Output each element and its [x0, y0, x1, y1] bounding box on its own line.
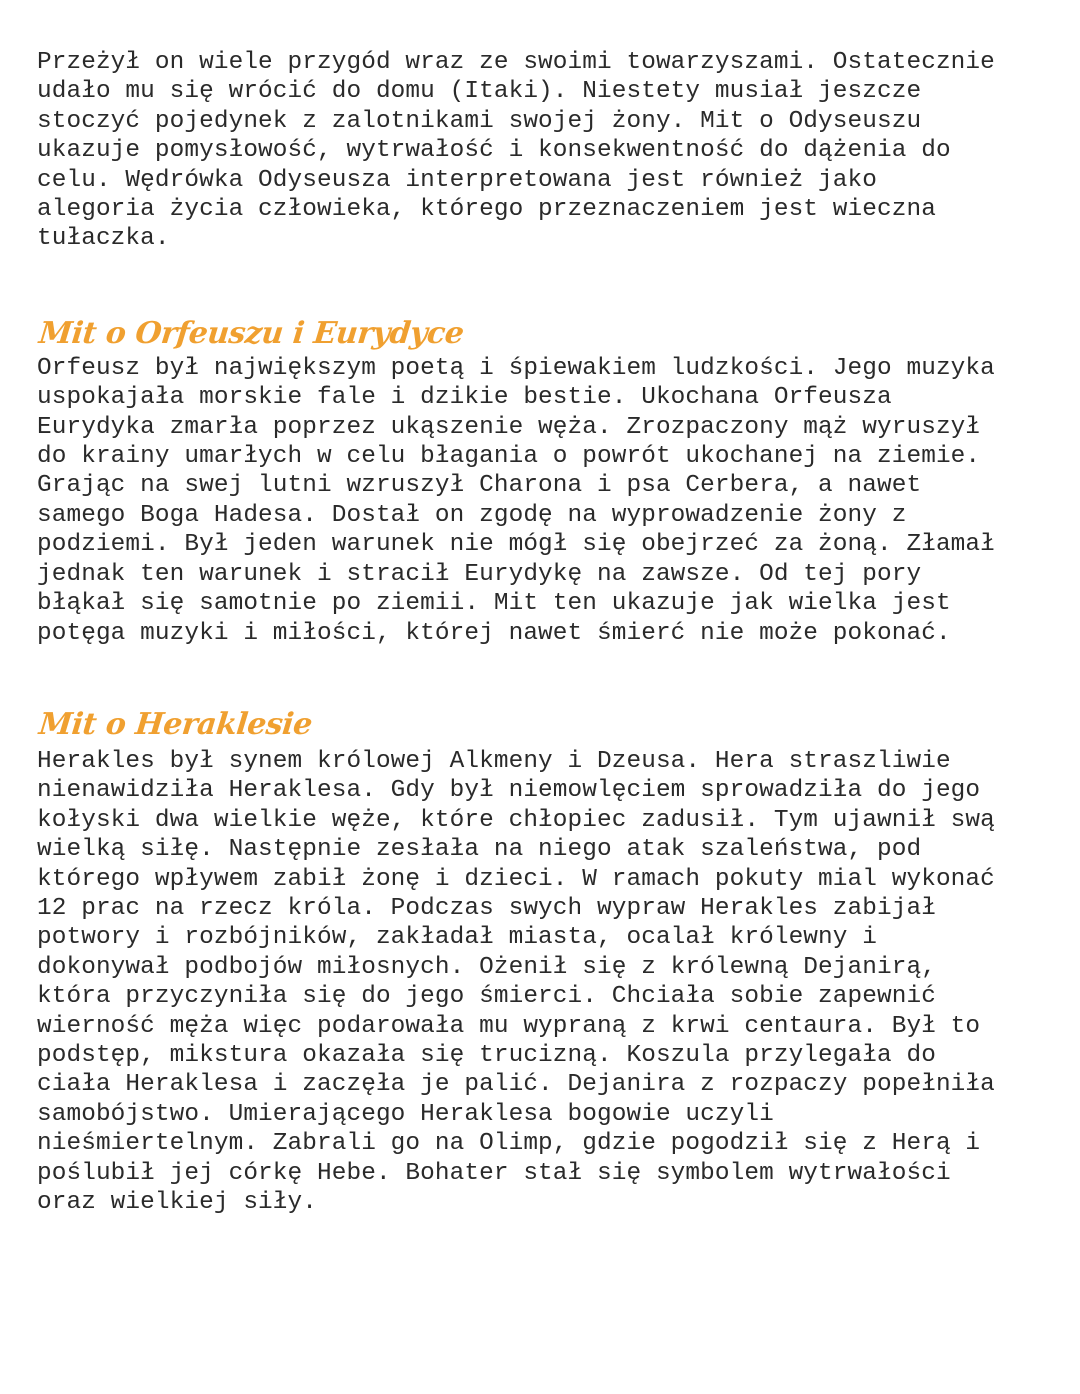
text-line: podstęp, mikstura okazała się trucizną. Koszula przylegała do	[37, 1041, 936, 1069]
text-line: samego Boga Hadesa. Dostał on zgodę na wyprowadzenie żony z	[37, 501, 907, 529]
text-line: Orfeusz był największym poetą i śpiewakiem ludzkości. Jego muzyka	[37, 354, 995, 382]
paragraph-herakles	[37, 747, 1067, 1218]
text-line: do krainy umarłych w celu błagania o powrót ukochanej na ziemie.	[37, 443, 981, 471]
text-line: która przyczyniła się do jego śmierci. Chciała sobie zapewnić	[37, 983, 936, 1011]
text-line: podziemi. Był jeden warunek nie mógł się obejrzeć za żoną. Złamał	[37, 531, 995, 559]
paragraph-orfeusz	[37, 354, 1067, 648]
text-line: błąkał się samotnie po ziemii. Mit ten ukazuje jak wielka jest	[37, 590, 951, 618]
text-line: udało mu się wrócić do domu (Itaki). Niestety musiał jeszcze	[37, 78, 922, 106]
document-page	[37, 48, 1067, 1217]
text-line: 12 prac na rzecz króla. Podczas swych wypraw Herakles zabijał	[37, 894, 936, 922]
text-line: Przeżył on wiele przygód wraz ze swoimi towarzyszami. Ostatecznie	[37, 49, 995, 76]
heading-orfeusz-eurydyka: Mit o Orfeuszu i Eurydyce	[37, 315, 466, 351]
paragraph-odyseusz	[37, 48, 1067, 254]
text-line: potwory i rozbójników, zakładał miasta, ocalał królewny i	[37, 924, 877, 952]
text-line: potęga muzyki i miłości, której nawet śmierć nie może pokonać.	[37, 619, 951, 647]
text-line: nienawidziła Heraklesa. Gdy był niemowlęciem sprowadziła do jego	[37, 777, 981, 805]
text-line: wierność męża więc podarowała mu wypraną z krwi centaura. Był to	[37, 1012, 981, 1040]
text-line: tułaczka.	[37, 225, 170, 253]
text-line: ciała Heraklesa i zaczęła je palić. Dejanira z rozpaczy popełniła	[37, 1071, 995, 1099]
text-line: Eurydyka zmarła poprzez ukąszenie węża. Zrozpaczony mąż wyruszył	[37, 413, 981, 441]
text-line: nieśmiertelnym. Zabrali go na Olimp, gdzie pogodził się z Herą i	[37, 1130, 981, 1158]
text-line: jednak ten warunek i stracił Eurydykę na zawsze. Od tej pory	[37, 560, 922, 588]
text-line: stoczyć pojedynek z zalotnikami swojej żony. Mit o Odyseuszu	[37, 107, 922, 135]
text-line: celu. Wędrówka Odyseusza interpretowana jest również jako	[37, 166, 877, 194]
text-line: Herakles był synem królowej Alkmeny i Dzeusa. Hera straszliwie	[37, 747, 951, 775]
text-line: samobójstwo. Umierającego Heraklesa bogowie uczyli	[37, 1100, 774, 1128]
text-line: dokonywał podbojów miłosnych. Ożenił się z królewną Dejanirą,	[37, 953, 936, 981]
text-line: wielką siłę. Następnie zesłała na niego atak szaleństwa, pod	[37, 836, 922, 864]
text-line: uspokajała morskie fale i dzikie bestie. Ukochana Orfeusza	[37, 384, 892, 412]
text-line: ukazuje pomysłowość, wytrwałość i konsekwentność do dążenia do	[37, 137, 951, 165]
text-line: poślubił jej córkę Hebe. Bohater stał się symbolem wytrwałości	[37, 1159, 951, 1187]
text-line: oraz wielkiej siły.	[37, 1189, 317, 1216]
heading-herakles: Mit o Heraklesie	[37, 706, 314, 742]
text-line: którego wpływem zabił żonę i dzieci. W ramach pokuty mial wykonać	[37, 865, 995, 893]
text-line: kołyski dwa wielkie węże, które chłopiec zadusił. Tym ujawnił swą	[37, 806, 995, 834]
text-line: alegoria życia człowieka, którego przeznaczeniem jest wieczna	[37, 196, 936, 224]
text-line: Grając na swej lutni wzruszył Charona i psa Cerbera, a nawet	[37, 472, 922, 500]
